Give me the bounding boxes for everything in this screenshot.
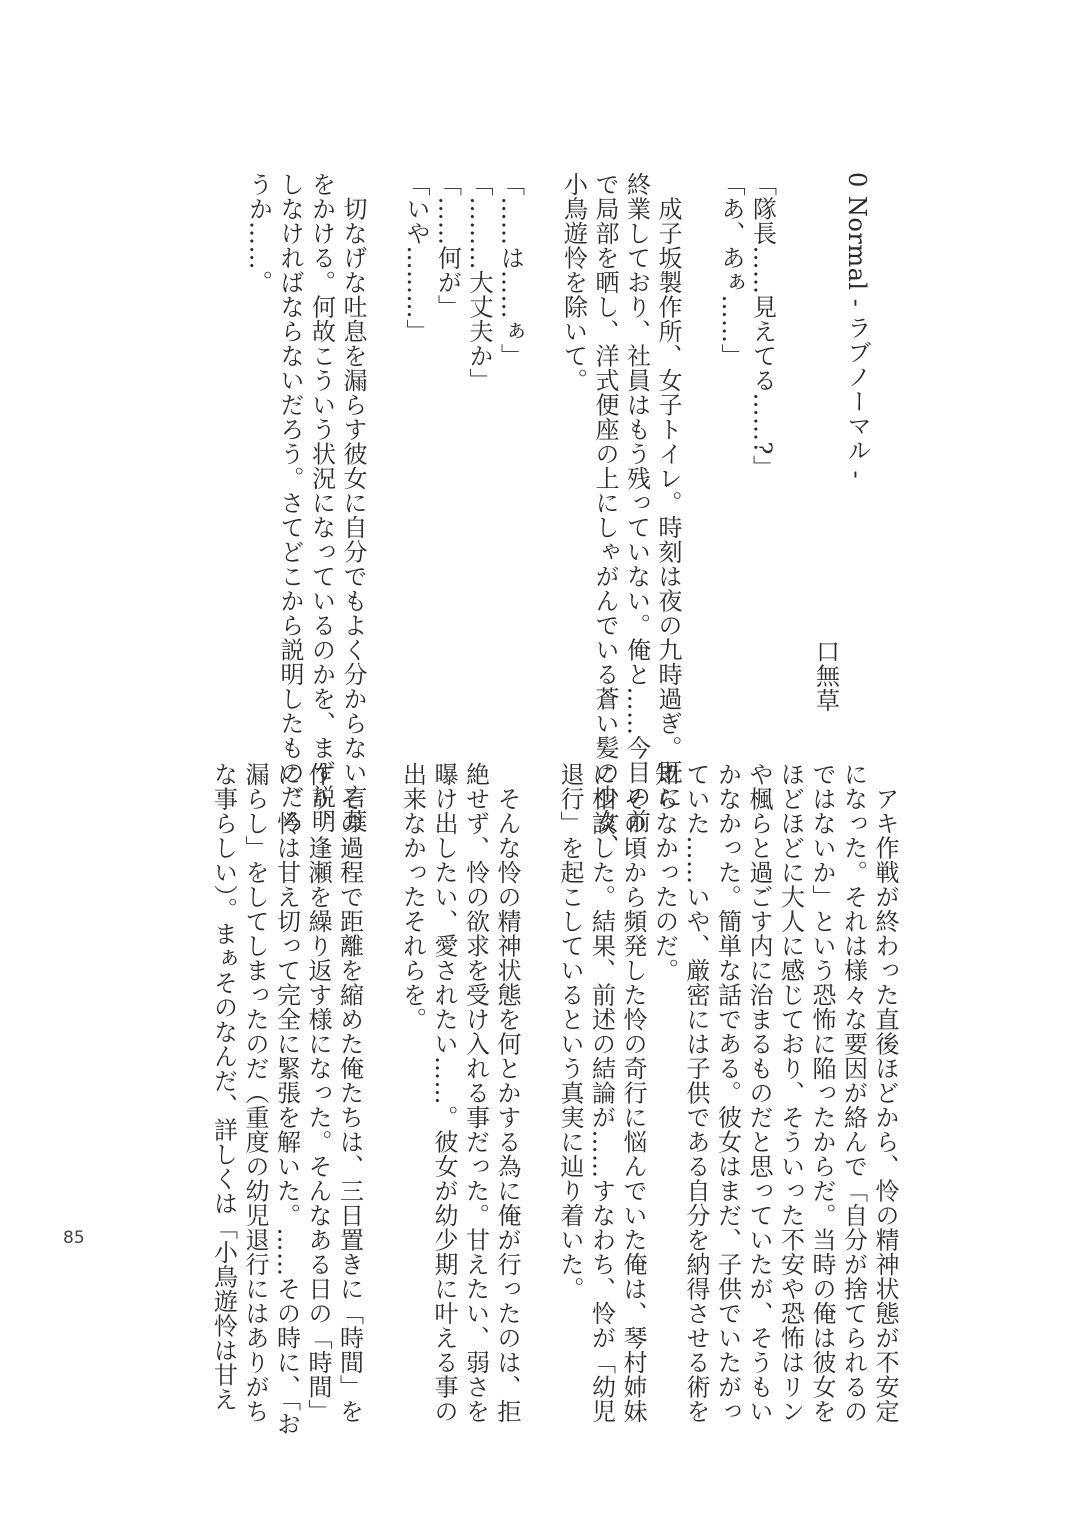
chapter-title: 0 Normal - ラブノーマル - [843, 172, 871, 480]
text-line: しなければならないだろう。さてどこから説明したものだろ [276, 172, 304, 834]
text-line: ていた……いや、厳密には子供である自分を納得させる術を [682, 762, 710, 1424]
text-line: 「………大丈夫か」 [465, 172, 493, 393]
text-line: かなかった。簡単な話である。彼女はまだ、子供でいたがっ [713, 762, 742, 1424]
text-line: 成子坂製作所、女子トイレ。時刻は夜の九時過ぎ。既に [654, 172, 682, 809]
text-line: 絶せず、怜の欲求を受け入れる事だった。甘えたい、弱さを [461, 762, 490, 1424]
text-line [778, 172, 810, 712]
text-line: 知らなかったのだ。 [650, 762, 679, 983]
text-line: その過程で距離を縮めた俺たちは、三日置きに「時間」を [335, 762, 364, 1424]
text-line: や楓らと過ごす内に治まるものだと思っていたが、そうもい [745, 762, 773, 1424]
text-line: で局部を晒し、洋式便座の上にしゃがんでいる蒼い髪の少女、 [591, 172, 619, 858]
text-line: 退行」を起こしているという真実に辿り着いた。 [556, 762, 584, 1301]
text-line: 出来なかったそれらを。 [398, 762, 427, 1032]
text-line: 「いや………」 [402, 172, 430, 344]
text-line: 曝け出したい、愛されたい……。彼女が幼少期に叶える事の [430, 762, 458, 1424]
text-line [522, 762, 554, 1302]
text-line: アキ作戦が終わった直後ほどから、怜の精神状態が不安定 [871, 762, 899, 1424]
text-line: 切なげな吐息を漏らす彼女に自分でもよく分からない言葉 [339, 172, 367, 834]
text-line: そんな怜の精神状態を何とかする為に俺が行ったのは、拒 [493, 762, 521, 1424]
text-line [683, 172, 715, 712]
text-line: をかける。何故こういう状況になっているのかを、まず説明 [307, 172, 336, 834]
text-line: ほどほどに大人に感じており、そういった不安や恐怖はリン [776, 762, 805, 1424]
text-line: 「……何が」 [433, 172, 462, 319]
text-line: その頃から頻発した怜の奇行に悩んでいた俺は、琴村姉妹 [619, 762, 647, 1424]
upper-text-block [242, 172, 872, 858]
text-line: 終業しており、社員はもう残っていない。俺と……今目の前 [622, 172, 651, 834]
text-line: になった。それは様々な要因が絡んで「自分が捨てられるの [839, 762, 868, 1424]
text-line: 「……は……ぁ」 [496, 172, 525, 368]
text-line: な事らしい）。まぁそのなんだ、詳しくは「小鳥遊怜は甘え [209, 762, 238, 1412]
text-line: 「隊長……見えてる……?」 [748, 172, 777, 480]
text-line [368, 172, 400, 712]
text-line: うか……。 [244, 172, 273, 295]
author-name: 口無草 [811, 638, 840, 712]
text-line: 作り、逢瀬を繰り返す様になった。そんなある日の「時間」 [304, 762, 332, 1424]
text-line: ではないか」という恐怖に陥ったからだ。当時の俺は彼女を [808, 762, 836, 1424]
text-line [526, 172, 558, 712]
lower-text-block [207, 762, 900, 1436]
page-number: 85 [63, 1228, 85, 1248]
text-line: に相談した。結果、前述の結論が……すなわち、怜が「幼児 [587, 762, 616, 1424]
text-line: 漏らし」をしてしまったのだ（重度の幼児退行にはありがち [241, 762, 269, 1424]
text-line: に、怜は甘え切って完全に緊張を解いた。……その時に、「お [272, 762, 301, 1436]
text-line: 「あ、あぁ……」 [717, 172, 745, 368]
text-line [365, 762, 397, 1302]
text-line: 小鳥遊怜を除いて。 [559, 172, 588, 393]
